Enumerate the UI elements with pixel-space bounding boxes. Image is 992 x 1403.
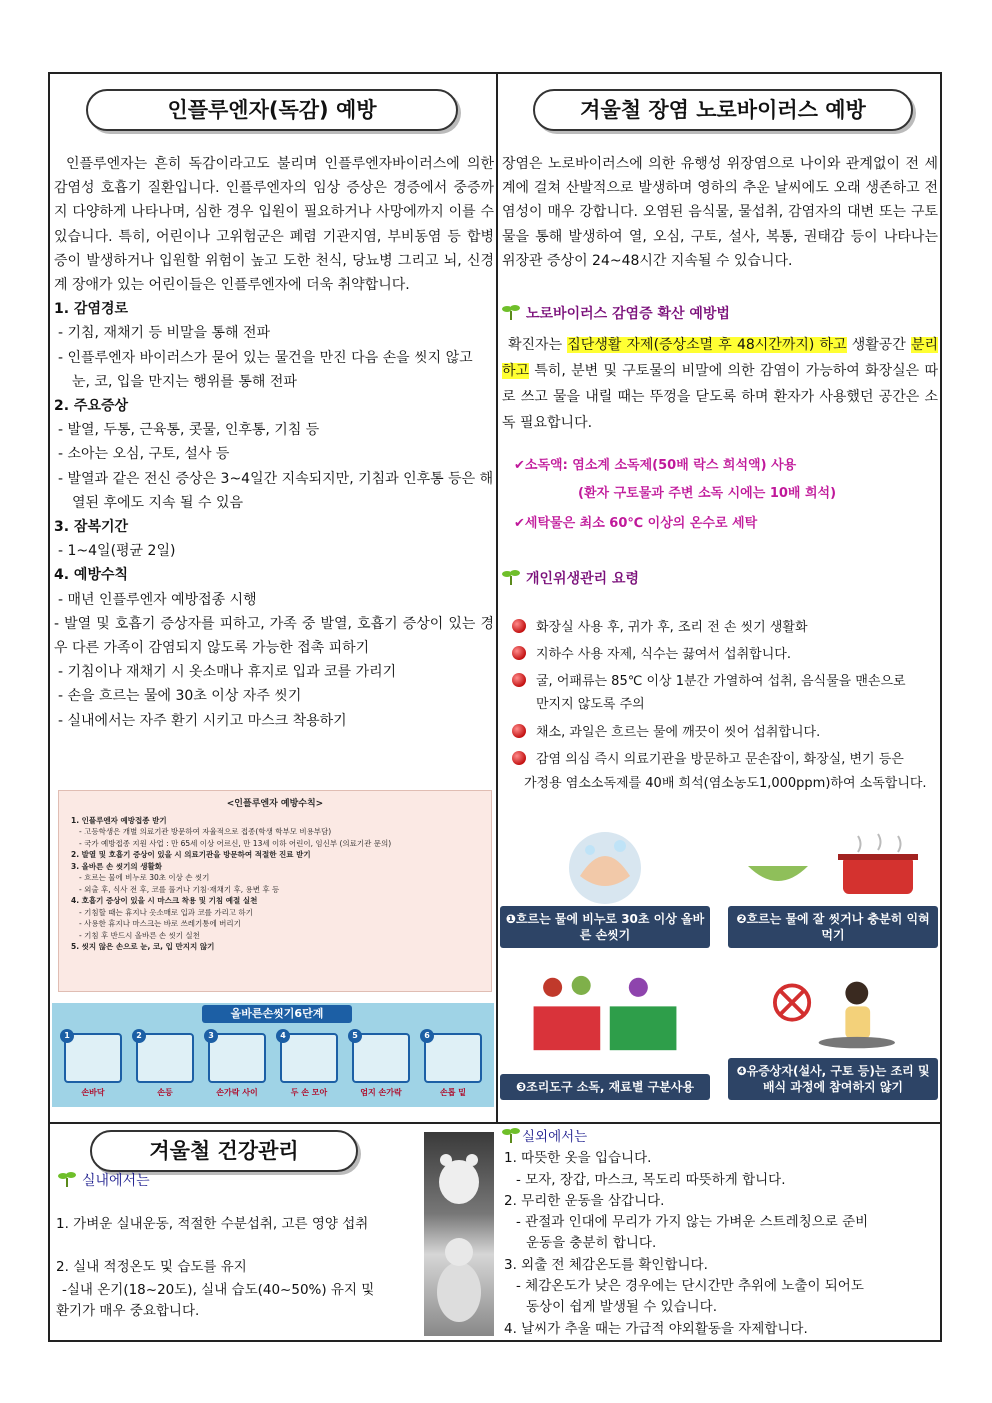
no-entry-icon xyxy=(728,974,938,1054)
winter-outdoor-line: 4. 날씨가 추울 때는 가급적 야외활동을 자제합니다. xyxy=(504,1320,808,1337)
winter-outdoor-line: 운동을 충분히 합니다. xyxy=(526,1235,657,1252)
flu-symptom-heading: 2. 주요증상 xyxy=(54,398,129,415)
handwash-step: 4 두 손 모아 xyxy=(280,1033,338,1105)
infobox-line: - 기침할 때는 휴지나 옷소매로 입과 코를 가리고 하기 xyxy=(79,907,253,917)
flu-incubation-item: - 1~4일(평균 2일) xyxy=(58,543,176,560)
handwash-step-label: 손톱 밑 xyxy=(440,1088,466,1097)
noro-card-caption: ❹유증상자(설사, 구토 등)는 조리 및 배식 과정에 참여하지 않기 xyxy=(728,1058,938,1100)
infobox-line: 1. 인플루엔자 예방접종 받기 xyxy=(71,815,167,825)
hygiene-item: 채소, 과일은 흐르는 물에 깨끗이 씻어 섭취합니다. xyxy=(512,722,820,744)
infobox-line: 5. 씻지 않은 손으로 눈, 코, 입 만지지 않기 xyxy=(71,942,215,951)
flu-symptom-item: - 발열과 같은 전신 증상은 3~4일간 지속되지만, 기침과 인후통 등은 해열된 후에도 지속 될 수 있음 xyxy=(58,470,494,511)
hygiene-item: 감염 의심 즉시 의료기관을 방문하고 문손잡이, 화장실, 변기 등은 xyxy=(512,749,904,771)
noro-check-laundry: ✔세탁물은 최소 60℃ 이상의 온수로 세탁 xyxy=(514,516,758,531)
noro-hygiene-heading xyxy=(502,567,938,591)
noro-card-handwash xyxy=(500,826,710,948)
winter-title: 겨울철 건강관리 xyxy=(90,1130,358,1172)
winter-outdoor-line: - 모자, 장갑, 마스크, 목도리 따뜻하게 합니다. xyxy=(516,1171,786,1188)
flu-prevention-infobox xyxy=(58,790,492,992)
noro-spread-text xyxy=(502,332,938,436)
winter-outdoor-line: - 체감온도가 낮은 경우에는 단시간만 추위에 노출이 되어도 xyxy=(516,1278,864,1295)
infobox-line: - 국가 예방접종 지원 사업 : 만 65세 이상 어르신, 만 13세 이하 어린이, 임신부 (의료기관 문의) xyxy=(79,838,392,848)
handwash-step-label: 손등 xyxy=(157,1088,173,1097)
noro-card-caption: ❸조리도구 소독, 재료별 구분사용 xyxy=(500,1074,710,1100)
flu-symptom-item: - 소아는 오심, 구토, 설사 등 xyxy=(58,446,230,463)
snowman-photo xyxy=(424,1132,494,1336)
winter-outdoor-line: 1. 따뜻한 옷을 입습니다. xyxy=(504,1150,652,1167)
sprout-icon xyxy=(502,303,520,321)
flu-intro: 인플루엔자는 흔히 독감이라고도 불리며 인플루엔자바이러스에 의한 감염성 호흡기 질환입니다. 인플루엔자의 임상 증상은 경증에서 중증까지 다양하게 나타나며, 심한 경우 입원이 필요하거나 사망에까지 이를 수 있습니다. 특히, 어린이나 고위험군은 폐렴 기관지염, 부비동염 등 합병증이 발생하거나 입원할 위험이 높고 도한 천식, 당뇨병 그리고 뇌, 신경계 장애가 있는 어린이들은 인플루엔자에 더욱 취약합니다. xyxy=(54,156,494,294)
noro-spread-highlight: 집단생활 자제(증상소멸 후 48시간까지) 하고 xyxy=(567,337,847,353)
winter-indoor-heading xyxy=(58,1169,150,1193)
noro-check-dilute: (환자 구토물과 주변 소독 시에는 10배 희석) xyxy=(578,486,837,501)
bullet-icon xyxy=(512,751,526,765)
infobox-line: - 기침 후 반드시 올바른 손 씻기 실천 xyxy=(79,930,200,940)
flu-prevention-item: - 발열 및 호흡기 증상자를 피하고, 가족 중 발열, 호흡기 증상이 있는 경우 다른 가족이 감염되지 않도록 가능한 접촉 피하기 xyxy=(54,615,494,657)
winter-outdoor-heading xyxy=(502,1126,868,1148)
winter-outdoor xyxy=(502,1126,868,1340)
bullet-icon xyxy=(512,673,526,687)
sprout-icon xyxy=(502,568,520,586)
bullet-icon xyxy=(512,619,526,633)
winter-indoor-2b: 환기가 매우 중요합니다. xyxy=(56,1303,200,1319)
cutting-board-icon xyxy=(500,974,710,1054)
infobox-line: 3. 올바른 손 씻기의 생활화 xyxy=(71,861,162,871)
flu-prevention-item: - 손을 흐르는 물에 30초 이상 자주 씻기 xyxy=(58,688,302,705)
handwash-step: 1 손바닥 xyxy=(64,1033,122,1105)
winter-outdoor-line: 3. 외출 전 체감온도를 확인합니다. xyxy=(504,1256,708,1273)
noro-card-caption: ❷흐르는 물에 잘 씻거나 충분히 익혀 먹기 xyxy=(728,906,938,948)
column-divider xyxy=(496,72,498,1124)
flu-prevention-heading: 4. 예방수칙 xyxy=(54,567,129,584)
flu-incubation-heading: 3. 잠복기간 xyxy=(54,519,129,536)
flu-prevention-item: - 실내에서는 자주 환기 시키고 마스크 착용하기 xyxy=(58,712,347,729)
winter-indoor-2a: -실내 온기(18~20도), 실내 습도(40~50%) 유지 및 xyxy=(62,1282,375,1298)
winter-outdoor-line: 2. 무리한 운동을 삼갑니다. xyxy=(504,1192,665,1209)
flu-title: 인플루엔자(독감) 예방 xyxy=(86,89,458,131)
infobox-line: - 흐르는 물에 비누로 30초 이상 손 씻기 xyxy=(79,873,210,882)
infobox-line: - 고등학생은 개별 의료기관 방문하여 자율적으로 접종(학생 학부모 비용부담) xyxy=(79,827,332,836)
cooking-pot-icon xyxy=(728,826,938,906)
noro-card-utensils xyxy=(500,974,710,1100)
handwash-step: 6 손톱 밑 xyxy=(424,1033,482,1105)
handwash-title: 올바른손씻기6단계 xyxy=(202,1005,352,1023)
noro-card-symptomatic xyxy=(728,974,938,1100)
hygiene-item-cont: 가정용 염소소독제를 40배 희석(염소농도1,000ppm)하여 소독합니다. xyxy=(524,776,927,791)
noro-spread-highlight: 분리하고 xyxy=(502,337,939,379)
noro-spread-title: 노로바이러스 감염증 확산 예방법 xyxy=(526,306,730,322)
winter-indoor-2: 2. 실내 적정온도 및 습도를 유지 xyxy=(56,1259,247,1275)
hygiene-item: 화장실 사용 후, 귀가 후, 조리 전 손 씻기 생활화 xyxy=(512,617,808,639)
handwash-step-label: 손가락 사이 xyxy=(216,1088,258,1097)
noro-spread-part: 생활공간 xyxy=(846,337,911,353)
flu-prevention-item: - 기침이나 재채기 시 옷소매나 휴지로 입과 코를 가리기 xyxy=(58,664,397,681)
handwash-step-label: 두 손 모아 xyxy=(290,1088,328,1097)
hygiene-item-cont: 만지지 않도록 주의 xyxy=(536,697,645,712)
row-divider xyxy=(48,1122,942,1124)
infobox-title: <인플루엔자 예방수칙> xyxy=(226,799,324,809)
handwash-step-label: 손바닥 xyxy=(81,1088,105,1097)
winter-indoor-title: 실내에서는 xyxy=(82,1173,150,1189)
infobox-line: - 사용한 휴지나 마스크는 바로 쓰레기통에 버리기 xyxy=(79,919,241,928)
winter-outdoor-line: 동상이 쉽게 발생될 수 있습니다. xyxy=(526,1299,717,1316)
flu-route-heading: 1. 감염경로 xyxy=(54,301,129,318)
winter-indoor-1: 1. 가벼운 실내운동, 적절한 수분섭취, 고른 영양 섭취 xyxy=(56,1216,369,1232)
hygiene-item: 굴, 어패류는 85℃ 이상 1분간 가열하여 섭취, 음식물을 맨손으로 xyxy=(512,671,906,693)
handwash-icon xyxy=(500,826,710,906)
noro-intro: 장염은 노로바이러스에 의한 유행성 위장염으로 나이와 관계없이 전 세계에 걸쳐 산발적으로 발생하며 영하의 추운 날씨에도 오래 생존하고 전염성이 매우 강합니다. 오염된 음식물, 물섭취, 감염자의 대변 또는 구토물을 통해 발생하여 열, 오심, 구토, 설사, 복통, 권태감 등이 나타나는 위장관 증상이 24~48시간 지속될 수 있습니다. xyxy=(502,156,938,269)
noro-card-cook xyxy=(728,826,938,948)
handwash-step: 3 손가락 사이 xyxy=(208,1033,266,1105)
noro-spread-part: 확진자는 xyxy=(508,337,568,353)
flu-route-item: - 인플루엔자 바이러스가 묻어 있는 물건을 만진 다음 손을 씻지 않고 눈, 코, 입을 만지는 행위를 통해 전파 xyxy=(58,349,473,390)
infobox-line: 2. 발열 및 호흡기 증상이 있을 시 의료기관을 방문하여 적절한 진료 받기 xyxy=(71,850,311,859)
handwash-step-label: 엄지 손가락 xyxy=(360,1088,402,1097)
sprout-icon xyxy=(502,1126,520,1144)
noro-spread-part: 특히, 분변 및 구토물의 비말에 의한 감염이 가능하여 화장실은 따로 쓰고 물을 내릴 때는 뚜껑을 닫도록 하며 환자가 사용했던 공간은 소독 필요합니다. xyxy=(502,363,938,431)
hygiene-item: 지하수 사용 자제, 식수는 끓여서 섭취합니다. xyxy=(512,644,791,666)
noro-check-disinfect: ✔소독액: 염소계 소독제(50배 락스 희석액) 사용 xyxy=(514,458,797,473)
flu-content xyxy=(54,152,494,733)
handwash-step: 2 손등 xyxy=(136,1033,194,1105)
noro-hygiene-title: 개인위생관리 요령 xyxy=(526,571,640,587)
flu-route-item: - 기침, 재채기 등 비말을 통해 전파 xyxy=(58,325,271,342)
infobox-line: 4. 호흡기 증상이 있을 시 마스크 착용 및 기침 예절 실천 xyxy=(71,896,258,905)
noro-title: 겨울철 장염 노로바이러스 예방 xyxy=(533,89,913,131)
infobox-line: - 외출 후, 식사 전 후, 코를 풀거나 기침·재채기 후, 용변 후 등 xyxy=(79,884,280,894)
noro-spread-heading xyxy=(502,302,938,326)
bullet-icon xyxy=(512,724,526,738)
flu-prevention-item: - 매년 인플루엔자 예방접종 시행 xyxy=(58,591,257,608)
noro-card-caption: ❶흐르는 물에 비누로 30초 이상 올바른 손씻기 xyxy=(500,906,710,948)
handwash-banner xyxy=(52,1003,494,1107)
handwash-step: 5 엄지 손가락 xyxy=(352,1033,410,1105)
winter-outdoor-title: 실외에서는 xyxy=(522,1129,588,1145)
winter-outdoor-line: - 관절과 인대에 무리가 가지 않는 가벼운 스트레칭으로 준비 xyxy=(516,1214,869,1231)
bullet-icon xyxy=(512,646,526,660)
sprout-icon xyxy=(58,1170,76,1188)
flu-symptom-item: - 발열, 두통, 근육통, 콧물, 인후통, 기침 등 xyxy=(58,422,320,439)
